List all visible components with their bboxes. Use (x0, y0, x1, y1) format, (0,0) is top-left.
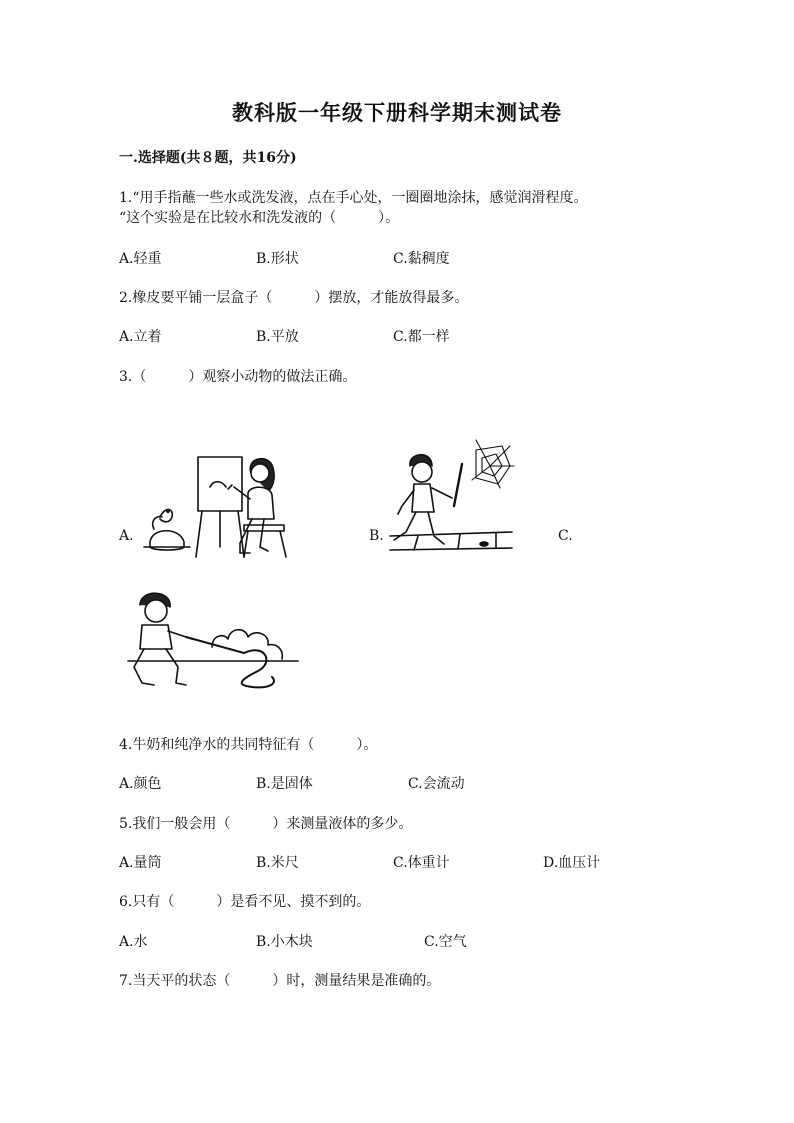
question-7-text: 7.当天平的状态（ ）时，测量结果是准确的。 (119, 973, 441, 989)
question-6-option-b: B.小木块 (256, 934, 313, 950)
question-3-text: 3.（ ）观察小动物的做法正确。 (119, 369, 357, 385)
question-1-option-b: B.形状 (256, 251, 299, 267)
question-5-option-c: C.体重计 (393, 855, 450, 871)
question-3-option-b-label: B. (369, 528, 384, 544)
question-5-text: 5.我们一般会用（ ）来测量液体的多少。 (119, 816, 413, 832)
question-6-option-a: A.水 (119, 934, 148, 950)
question-4-option-a: A.颜色 (119, 776, 162, 792)
question-4-text: 4.牛奶和纯净水的共同特征有（ ）。 (119, 737, 378, 753)
question-6-option-c: C.空气 (424, 934, 467, 950)
question-6-text: 6.只有（ ）是看不见、摸不到的。 (119, 894, 371, 910)
question-2-text: 2.橡皮要平铺一层盒子（ ）摆放，才能放得最多。 (119, 290, 469, 306)
question-1-option-a: A.轻重 (119, 251, 162, 267)
question-1-option-c: C.黏稠度 (393, 251, 450, 267)
section-heading: 一.选择题(共８题，共16分) (119, 150, 297, 166)
question-5-option-d: D.血压计 (543, 855, 601, 871)
question-5-option-a: A.量筒 (119, 855, 162, 871)
question-2-option-a: A.立着 (119, 329, 162, 345)
page-title: 教科版一年级下册科学期末测试卷 (232, 100, 562, 125)
question-2-option-b: B.平放 (256, 329, 299, 345)
question-4-option-c: C.会流动 (408, 776, 465, 792)
girl-drawing-squirrel-illustration (140, 447, 300, 563)
question-2-option-c: C.都一样 (393, 329, 450, 345)
question-3-option-c-label: C. (558, 528, 573, 544)
question-5-option-b: B.米尺 (256, 855, 299, 871)
boy-poking-snake-illustration (126, 587, 300, 691)
boy-poking-spider-web-illustration (388, 436, 518, 558)
question-1-line-2: “这个实验是在比较水和洗发液的（ ）。 (119, 210, 400, 226)
question-1-line-1: 1.“用手指蘸一些水或洗发液，点在手心处，一圈圈地涂抹，感觉润滑程度。 (119, 190, 588, 206)
question-4-option-b: B.是固体 (256, 776, 313, 792)
question-3-option-a-label: A. (119, 528, 134, 544)
